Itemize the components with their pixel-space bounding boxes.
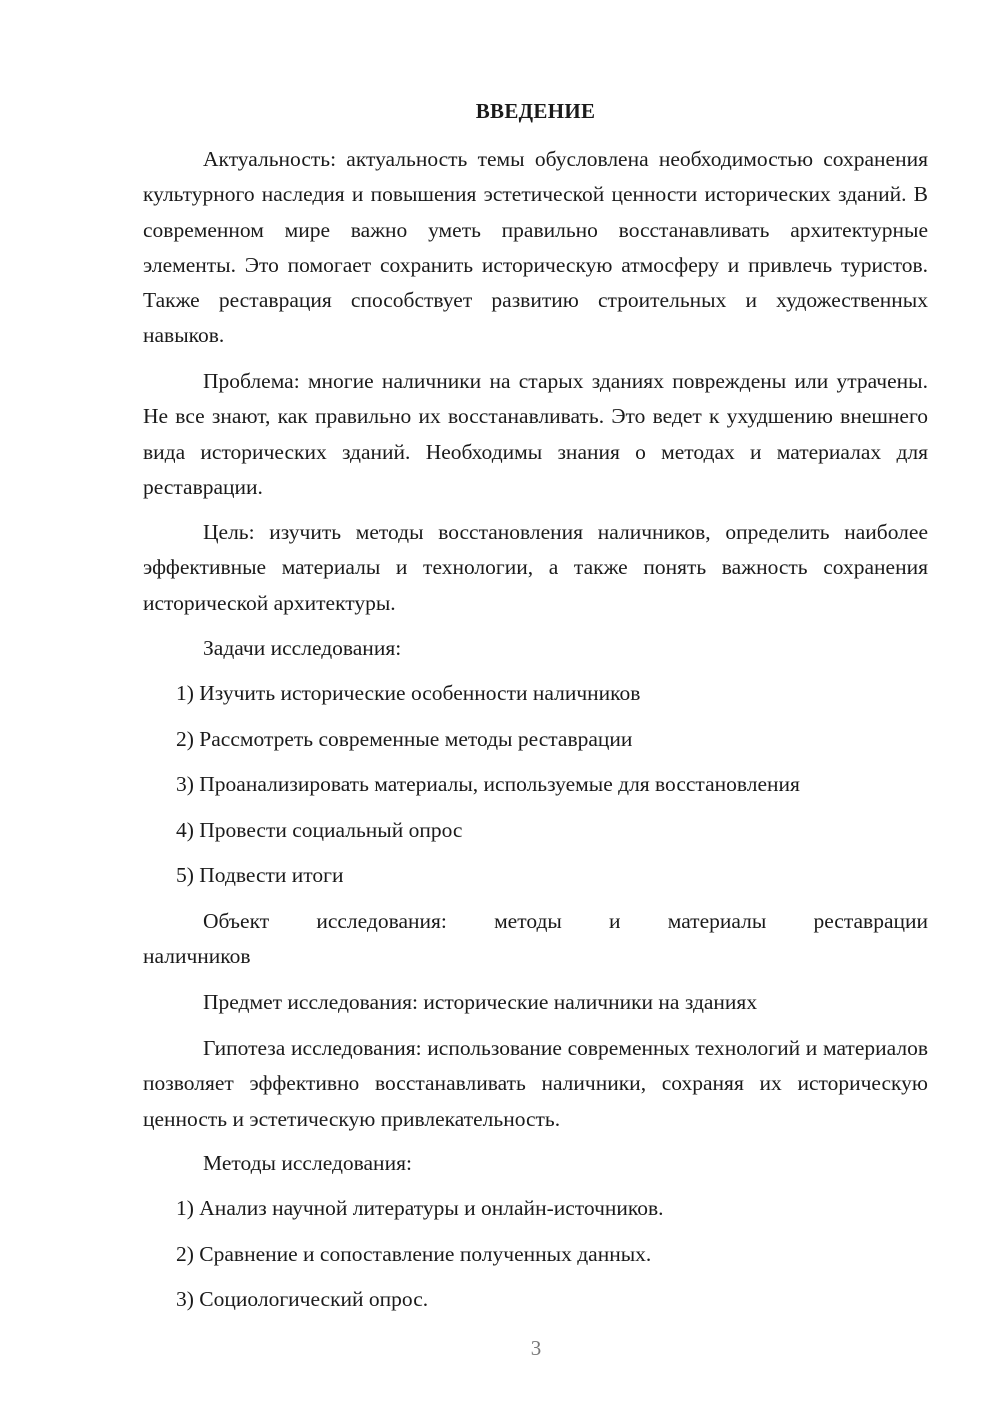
object-line-1: Объект исследования: методы и материалы реставрации bbox=[203, 909, 928, 933]
method-item-2: 2) Сравнение и сопоставление полученных данных. bbox=[176, 1242, 652, 1266]
task-item-4: 4) Провести социальный опрос bbox=[176, 818, 463, 842]
problem-paragraph: Проблема: многие наличники на старых зданиях повреждены или утрачены. Не все знают, как правильно их восстанавливать. Это ведет к ухудшению внешнего вида исторических зданий. Необходимы знания о методах и материалах для реставрации. bbox=[143, 369, 928, 499]
task-item-5: 5) Подвести итоги bbox=[176, 863, 344, 887]
section-heading: ВВЕДЕНИЕ bbox=[475, 99, 596, 123]
task-item-1: 1) Изучить исторические особенности наличников bbox=[176, 681, 641, 705]
subject-line: Предмет исследования: исторические наличники на зданиях bbox=[203, 990, 758, 1014]
task-item-3: 3) Проанализировать материалы, используемые для восстановления bbox=[176, 772, 800, 796]
goal-paragraph: Цель: изучить методы восстановления наличников, определить наиболее эффективные материалы и технологии, а также понять важность сохранения исторической архитектуры. bbox=[143, 520, 928, 615]
task-item-2: 2) Рассмотреть современные методы реставрации bbox=[176, 727, 633, 751]
hypothesis-paragraph: Гипотеза исследования: использование современных технологий и материалов позволяет эффективно восстанавливать наличники, сохраняя их историческую ценность и эстетическую привлекательность. bbox=[143, 1036, 928, 1131]
method-item-1: 1) Анализ научной литературы и онлайн-источников. bbox=[176, 1196, 664, 1220]
tasks-heading: Задачи исследования: bbox=[203, 636, 402, 660]
methods-heading: Методы исследования: bbox=[203, 1151, 412, 1175]
object-line-2: наличников bbox=[143, 944, 251, 968]
method-item-3: 3) Социологический опрос. bbox=[176, 1287, 429, 1311]
page-number: 3 bbox=[530, 1336, 542, 1360]
relevance-paragraph: Актуальность: актуальность темы обусловлена необходимостью сохранения культурного наследия и повышения эстетической ценности исторических зданий. В современном мире важно уметь правильно восстанавливать архитектурные элементы. Это помогает сохранить историческую атмосферу и привлечь туристов. Также реставрация способствует развитию строительных и художественных навыков. bbox=[143, 147, 928, 348]
